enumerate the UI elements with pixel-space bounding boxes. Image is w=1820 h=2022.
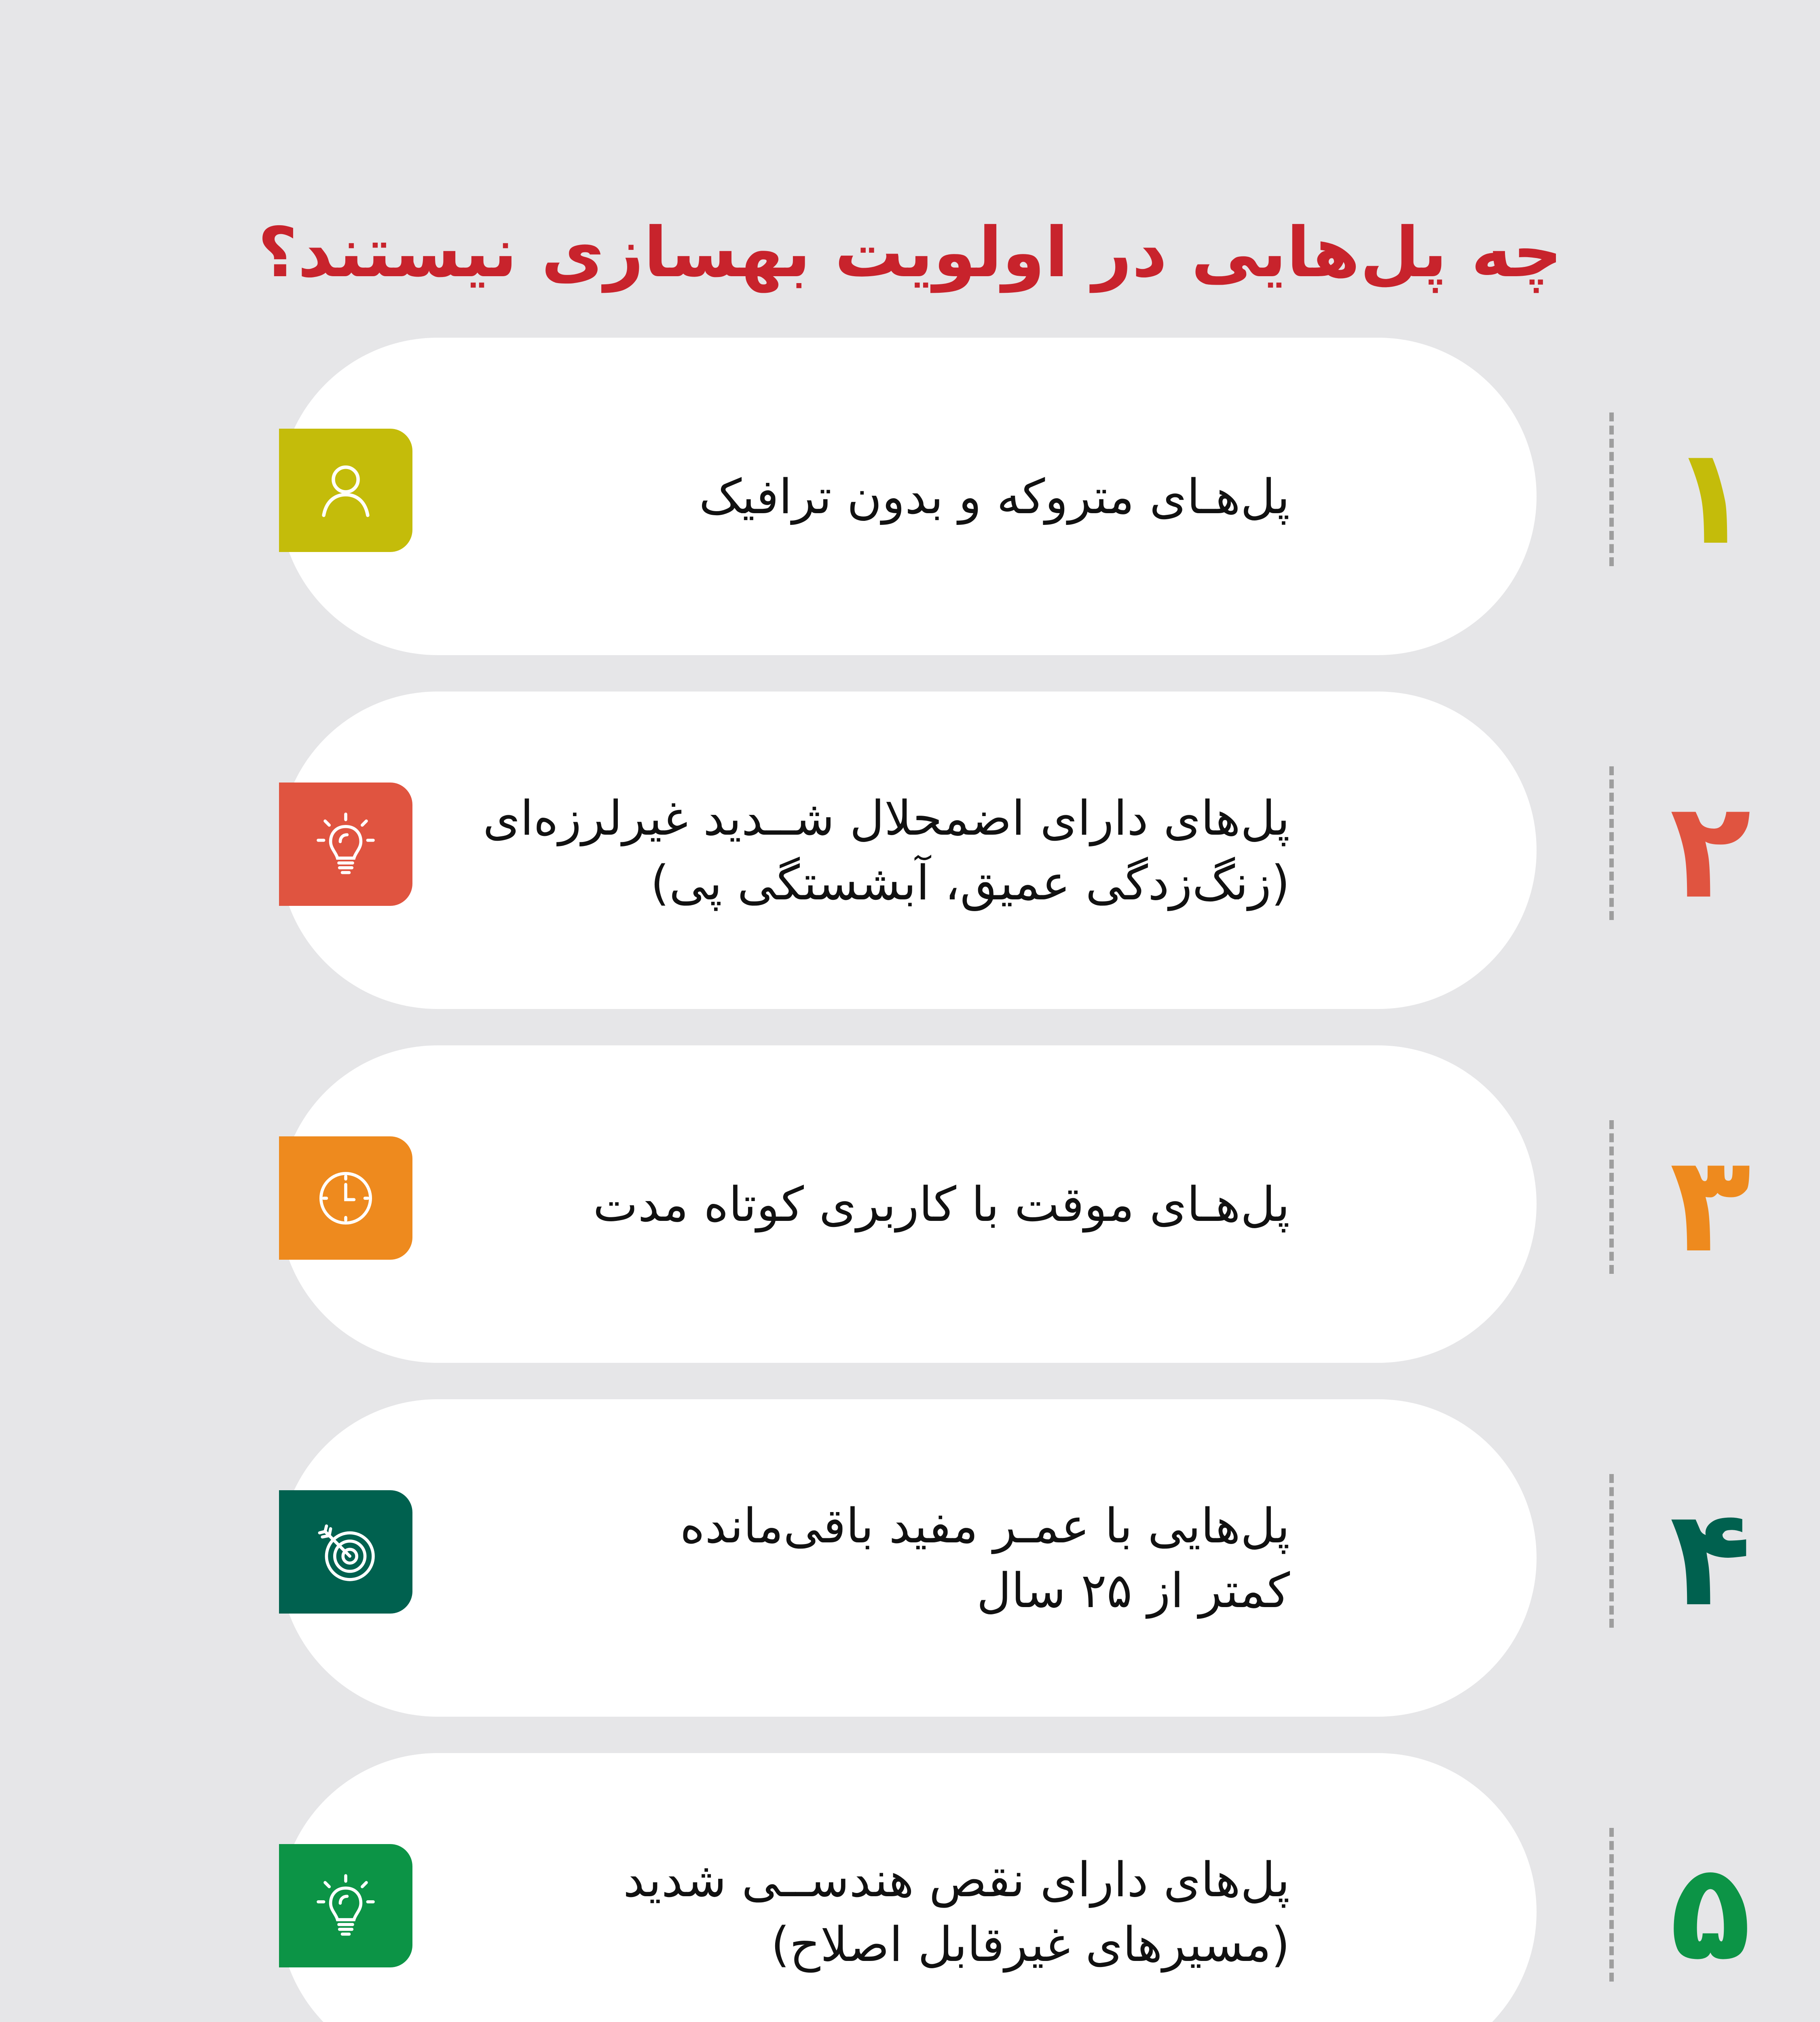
item-card-2 <box>279 692 1751 1009</box>
item-divider <box>1609 412 1614 566</box>
target-icon <box>311 1518 380 1586</box>
item-number: ۲ <box>1670 772 1751 928</box>
item-text-line: (مسیرهای غیرقابل اصلاح) <box>771 1916 1290 1972</box>
item-card-5 <box>279 1753 1751 2022</box>
item-number: ۳ <box>1670 1126 1751 1282</box>
item-icon-box <box>279 1490 412 1614</box>
item-text-line: پل‌های دارای نقص هندســی شدید <box>623 1851 1290 1908</box>
lightbulb-icon <box>311 1872 380 1940</box>
item-card-3 <box>279 1045 1751 1363</box>
item-text <box>461 692 1290 1009</box>
item-text-line: پل‌های دارای اضمحلال شــدید غیرلرزه‌ای <box>483 790 1290 846</box>
item-icon-box <box>279 429 412 552</box>
lightbulb-icon <box>311 810 380 879</box>
item-text-line: (زنگ‌زدگی عمیق، آبشستگی پی) <box>650 854 1290 911</box>
item-divider <box>1609 1120 1614 1274</box>
item-number: ۱ <box>1670 419 1751 574</box>
item-icon-box <box>279 783 412 906</box>
item-text <box>461 1045 1290 1363</box>
item-number: ۴ <box>1670 1480 1751 1636</box>
item-divider <box>1609 766 1614 920</box>
user-icon <box>311 456 380 525</box>
item-text-line: کمتر از ۲۵ سال <box>977 1562 1290 1618</box>
item-card-4 <box>279 1399 1751 1717</box>
item-text-line: پل‌هـای موقت با کاربری کوتاه مدت <box>593 1176 1290 1232</box>
item-card-1 <box>279 338 1751 655</box>
item-text-line: پل‌هایی با عمـر مفید باقی‌مانده <box>680 1497 1290 1554</box>
clock-icon <box>311 1164 380 1233</box>
item-text <box>461 338 1290 655</box>
item-number: ۵ <box>1670 1834 1751 1990</box>
page-title: چه پل‌هایی در اولویت بهسازی نیستند؟ <box>258 213 1562 293</box>
item-divider <box>1609 1828 1614 1982</box>
item-text-line: پل‌هـای متروکه و بدون ترافیک <box>699 468 1290 525</box>
item-icon-box <box>279 1136 412 1260</box>
item-icon-box <box>279 1844 412 1967</box>
item-text <box>461 1399 1290 1717</box>
item-divider <box>1609 1474 1614 1628</box>
item-text <box>461 1753 1290 2022</box>
